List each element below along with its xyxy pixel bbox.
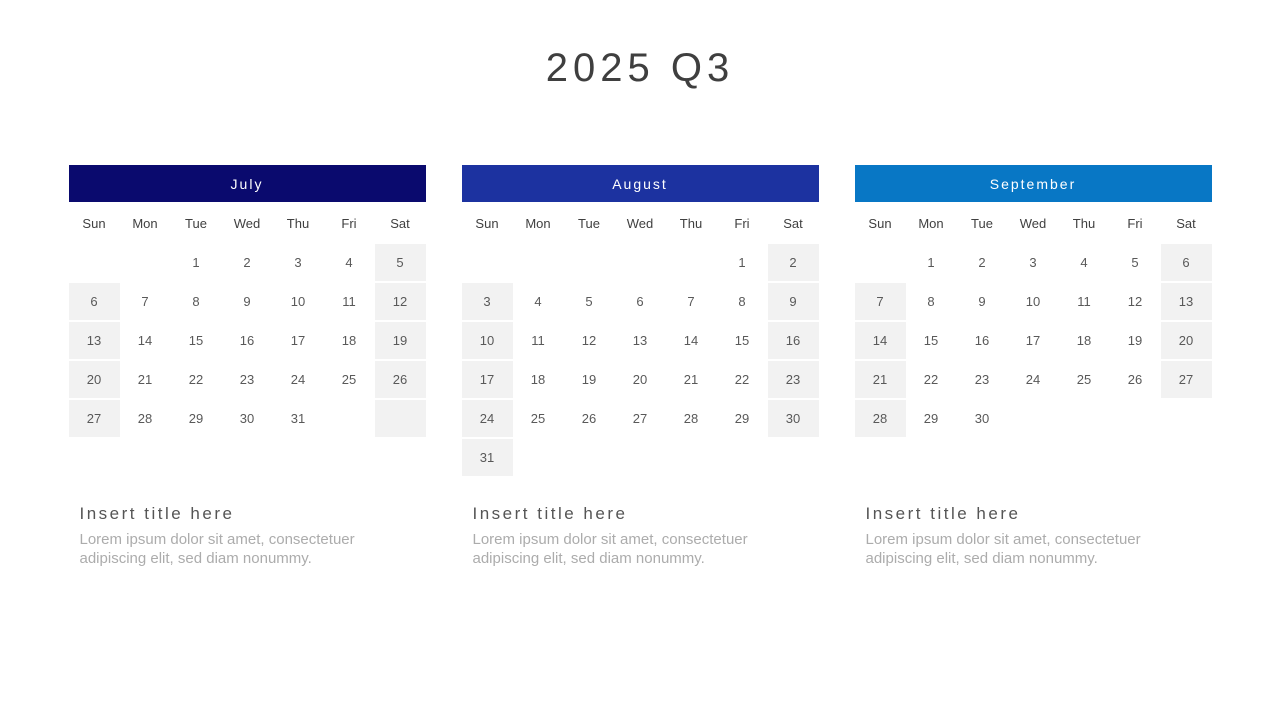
day-cell: 2	[243, 255, 251, 270]
day-cell: 26	[375, 361, 426, 398]
day-cell: 20	[632, 372, 648, 387]
day-cell: 22	[923, 372, 939, 387]
weekday-label: Wed	[626, 215, 654, 231]
month-calendar-september	[855, 165, 1212, 568]
day-cell: 14	[855, 322, 906, 359]
calendar	[69, 165, 426, 476]
day-cell: 23	[974, 372, 990, 387]
calendar	[855, 165, 1212, 476]
slide-title: 2025 Q3	[545, 46, 735, 90]
day-cell: 18	[341, 333, 357, 348]
day-cell: 12	[1127, 294, 1143, 309]
panel-body: Lorem ipsum dolor sit amet, consectetuer adipiscing elit, sed diam nonummy.	[472, 531, 748, 567]
day-cell: 12	[375, 283, 426, 320]
day-cell: 28	[855, 400, 906, 437]
empty-day-cell	[1008, 400, 1059, 437]
month-calendar-august	[462, 165, 819, 568]
day-cell: 15	[734, 333, 750, 348]
empty-day-cell	[717, 439, 768, 476]
day-cell: 19	[375, 322, 426, 359]
weekday-label: Wed	[233, 215, 261, 231]
empty-day-cell	[1059, 400, 1110, 437]
month-calendar-july	[69, 165, 426, 568]
day-cell: 28	[683, 411, 699, 426]
day-cell: 15	[188, 333, 204, 348]
day-cell: 10	[1025, 294, 1041, 309]
day-cell: 10	[290, 294, 306, 309]
day-cell: 27	[1161, 361, 1212, 398]
day-cell: 27	[69, 400, 120, 437]
day-cell: 21	[137, 372, 153, 387]
day-cell: 6	[69, 283, 120, 320]
panel-body: Lorem ipsum dolor sit amet, consectetuer adipiscing elit, sed diam nonummy.	[79, 531, 355, 567]
text-panel	[855, 504, 1212, 568]
month-header-bar	[69, 165, 426, 202]
day-cell: 5	[1131, 255, 1139, 270]
day-cell: 29	[923, 411, 939, 426]
day-cell: 17	[1025, 333, 1041, 348]
calendar-grid	[462, 244, 819, 476]
day-cell: 14	[683, 333, 699, 348]
day-cell: 29	[188, 411, 204, 426]
day-cell: 1	[738, 255, 746, 270]
day-cell: 18	[1076, 333, 1092, 348]
day-cell: 29	[734, 411, 750, 426]
slide	[0, 44, 1280, 720]
weekday-label: Sun	[868, 215, 892, 231]
weekday-label: Mon	[525, 215, 551, 231]
empty-day-cell	[375, 400, 426, 437]
day-cell: 24	[290, 372, 306, 387]
day-cell: 25	[530, 411, 546, 426]
panel-title: Insert title here	[79, 504, 235, 523]
day-cell: 8	[192, 294, 200, 309]
day-cell: 3	[294, 255, 302, 270]
day-cell: 1	[927, 255, 935, 270]
day-cell: 27	[632, 411, 648, 426]
day-cell: 11	[1077, 294, 1091, 309]
month-header-bar	[855, 165, 1212, 202]
day-cell: 24	[1025, 372, 1041, 387]
day-cell: 6	[1161, 244, 1212, 281]
day-cell: 16	[768, 322, 819, 359]
day-cell: 3	[462, 283, 513, 320]
day-cell: 5	[585, 294, 593, 309]
day-cell: 16	[239, 333, 255, 348]
day-cell: 17	[290, 333, 306, 348]
empty-day-cell	[120, 244, 171, 281]
day-cell: 31	[462, 439, 513, 476]
day-cell: 1	[192, 255, 200, 270]
calendar-grid	[855, 244, 1212, 437]
weekday-label: Mon	[132, 215, 158, 231]
weekday-label: Thu	[286, 215, 310, 231]
day-cell: 7	[687, 294, 695, 309]
day-cell: 20	[1161, 322, 1212, 359]
empty-day-cell	[513, 244, 564, 281]
day-cell: 30	[239, 411, 255, 426]
weekday-label: Sat	[783, 215, 803, 231]
day-cell: 7	[141, 294, 149, 309]
day-cell: 11	[342, 294, 356, 309]
day-cell: 4	[1080, 255, 1088, 270]
day-cell: 10	[462, 322, 513, 359]
day-cell: 19	[1127, 333, 1143, 348]
empty-day-cell	[324, 400, 375, 437]
empty-day-cell	[615, 244, 666, 281]
day-cell: 23	[239, 372, 255, 387]
weekday-label: Fri	[1127, 215, 1143, 231]
day-cell: 23	[768, 361, 819, 398]
month-label: August	[612, 175, 668, 192]
empty-day-cell	[768, 439, 819, 476]
month-label: September	[989, 175, 1077, 192]
panel-title: Insert title here	[472, 504, 628, 523]
weekday-label: Sun	[82, 215, 106, 231]
day-cell: 5	[375, 244, 426, 281]
weekday-label: Sat	[390, 215, 410, 231]
weekday-label: Tue	[971, 215, 993, 231]
day-cell: 3	[1029, 255, 1037, 270]
day-cell: 7	[855, 283, 906, 320]
empty-day-cell	[1110, 400, 1161, 437]
day-cell: 30	[974, 411, 990, 426]
day-cell: 9	[243, 294, 251, 309]
empty-day-cell	[615, 439, 666, 476]
weekday-label: Mon	[918, 215, 944, 231]
weekday-label: Fri	[341, 215, 357, 231]
day-cell: 20	[69, 361, 120, 398]
day-cell: 31	[290, 411, 306, 426]
day-cell: 13	[632, 333, 648, 348]
panel-title: Insert title here	[865, 504, 1021, 523]
calendar	[462, 165, 819, 476]
empty-day-cell	[462, 244, 513, 281]
day-cell: 4	[345, 255, 353, 270]
month-header-bar	[462, 165, 819, 202]
text-panel	[462, 504, 819, 568]
empty-day-cell	[564, 244, 615, 281]
day-cell: 16	[974, 333, 990, 348]
calendar-row	[0, 165, 1280, 568]
weekday-label: Sun	[475, 215, 499, 231]
day-cell: 13	[69, 322, 120, 359]
day-cell: 26	[581, 411, 597, 426]
day-cell: 12	[581, 333, 597, 348]
day-cell: 15	[923, 333, 939, 348]
day-cell: 24	[462, 400, 513, 437]
day-cell: 22	[188, 372, 204, 387]
day-cell: 18	[530, 372, 546, 387]
text-panel	[69, 504, 426, 568]
weekday-row	[855, 202, 1212, 244]
day-cell: 21	[855, 361, 906, 398]
weekday-label: Sat	[1176, 215, 1196, 231]
day-cell: 6	[636, 294, 644, 309]
day-cell: 26	[1127, 372, 1143, 387]
panel-body: Lorem ipsum dolor sit amet, consectetuer adipiscing elit, sed diam nonummy.	[865, 531, 1141, 567]
day-cell: 13	[1161, 283, 1212, 320]
empty-day-cell	[513, 439, 564, 476]
weekday-label: Fri	[734, 215, 750, 231]
day-cell: 14	[137, 333, 153, 348]
empty-day-cell	[1161, 400, 1212, 437]
day-cell: 2	[768, 244, 819, 281]
weekday-label: Thu	[1072, 215, 1096, 231]
day-cell: 8	[738, 294, 746, 309]
day-cell: 17	[462, 361, 513, 398]
weekday-label: Tue	[185, 215, 207, 231]
day-cell: 11	[531, 333, 545, 348]
empty-day-cell	[564, 439, 615, 476]
day-cell: 30	[768, 400, 819, 437]
day-cell: 2	[978, 255, 986, 270]
day-cell: 22	[734, 372, 750, 387]
day-cell: 9	[768, 283, 819, 320]
day-cell: 25	[341, 372, 357, 387]
calendar-grid	[69, 244, 426, 437]
weekday-row	[462, 202, 819, 244]
weekday-label: Tue	[578, 215, 600, 231]
day-cell: 28	[137, 411, 153, 426]
empty-day-cell	[666, 244, 717, 281]
weekday-label: Wed	[1019, 215, 1047, 231]
day-cell: 25	[1076, 372, 1092, 387]
empty-day-cell	[666, 439, 717, 476]
day-cell: 19	[581, 372, 597, 387]
empty-day-cell	[69, 244, 120, 281]
day-cell: 8	[927, 294, 935, 309]
day-cell: 21	[683, 372, 699, 387]
weekday-label: Thu	[679, 215, 703, 231]
weekday-row	[69, 202, 426, 244]
day-cell: 4	[534, 294, 542, 309]
day-cell: 9	[978, 294, 986, 309]
empty-day-cell	[855, 244, 906, 281]
month-label: July	[230, 175, 264, 192]
